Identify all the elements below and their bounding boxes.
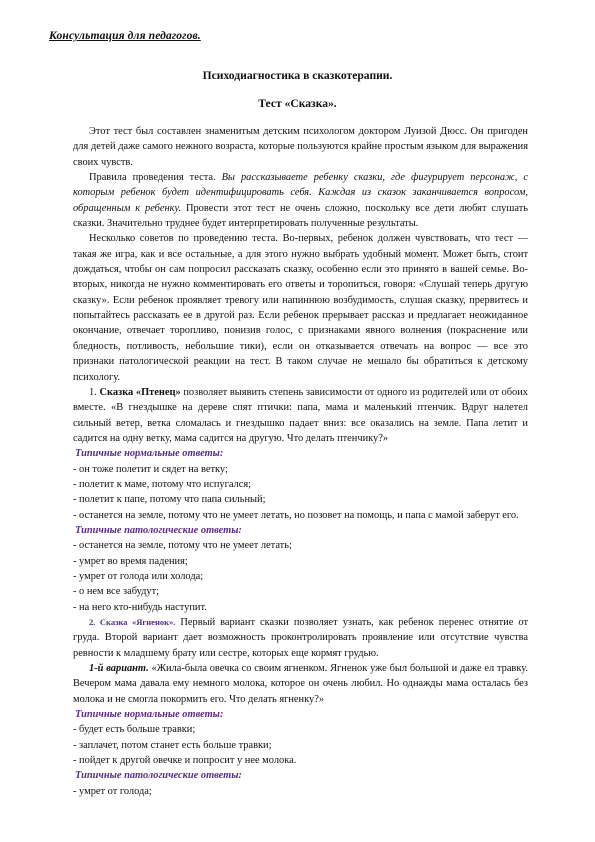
story2-variant-paragraph <box>73 661 528 707</box>
list-item: - будет есть больше травки; <box>73 724 196 736</box>
rules-label: Правила проведения теста. <box>89 172 216 184</box>
story2-normal-label: Типичные нормальные ответы: <box>75 709 224 721</box>
story2-label: 2. Сказка «Ягненок». <box>89 617 176 627</box>
story2-path-label: Типичные патологические ответы: <box>75 770 242 782</box>
advice-paragraph: Несколько советов по проведению теста. Во-первых, ребенок должен чувствовать, что тест — такая же игра, как и все остальные, а для этого нужно выбрать удобный момент. Может быть, стоит дождаться, чтобы он сам попросил рассказать сказку, особенно если это принято в вашей семье. Во-вторых, никогда не нужно комментировать его ответы и торопиться, говоря: «Слушай теперь другую сказку». Если ребенок проявляет тревогу или напиннюю возбудимость, слушая сказку, прервитесь и попытайтесь рассказать ее в другой раз. Если ребенок прерывает рассказ и предлагает неожиданное окончание, отвечает торопливо, понизив голос, с признаками явного волнения (покраснение или бледность, потливость, небольшие тики), если он отказывается отвечать на вопрос — все это признаки патологической реакции на тест. В таком случае не мешало бы обратиться к детскому психологу. <box>73 233 528 383</box>
list-item: - он тоже полетит и сядет на ветку; <box>73 463 228 475</box>
list-item: - полетит к папе, потому что папа сильный; <box>73 494 266 506</box>
rules-italic: Вы рассказываете ребенку сказки, где фигурирует персонаж, с которым ребенок будет идентифицировать себя. Каждая из сказок заканчивается вопросом, обращенным к ребенку. <box>73 172 528 214</box>
story1-text: позволяет выявить степень зависимости от одного из родителей или от обоих вместе. «В гнездышке на дереве спят птички: папа, мама и маленький птенчик. Вдруг налетел сильный ветер, ветка сломалась и гнездышко падает вниз: все оказались на земле. Папа летит и садится на одну ветку, мама садится на другую. Что делать птенчику?» <box>73 386 528 444</box>
list-item: - умрет от голода или холода; <box>73 570 204 582</box>
list-item: - на него кто-нибудь наступит. <box>73 601 207 613</box>
list-item: - останется на земле, потому что не умеет летать; <box>73 540 292 552</box>
page-title: Психодиагностика в сказкотерапии. <box>202 69 393 82</box>
story2-text: Первый вариант сказки позволяет узнать, как ребенок перенес отнятие от груда. Второй вариант дает возможность проконтролировать проявление или отсутствие чувства ревности к младшему брату или сестре, которых еще кормят грудью. <box>73 617 528 659</box>
list-item: - полетит к маме, потому что испугался; <box>73 478 252 490</box>
intro-paragraph: Этот тест был составлен знаменитым детским психологом доктором Луизой Дюсс. Он пригоден для детей даже самого нежного возраста, которые пользуются крайне простым языком для выражения своих чувств. <box>73 126 528 168</box>
list-item: - заплачет, потом станет есть больше травки; <box>73 739 272 751</box>
story1-path-label: Типичные патологические ответы: <box>75 524 242 536</box>
list-item: - пойдет к другой овечке и попросит у нее молока. <box>73 755 297 767</box>
document-body <box>73 124 528 799</box>
list-item: - умрет во время падения; <box>73 555 188 567</box>
story1-paragraph <box>73 385 528 446</box>
rules-paragraph <box>73 170 528 231</box>
test-title: Тест «Сказка». <box>258 97 337 110</box>
consultation-heading: Консультация для педагогов. <box>49 29 201 42</box>
rules-tail: Провести этот тест не очень сложно, поскольку все дети любят слушать сказки. Значительно труднее будет интерпретировать полученные результаты. <box>73 202 528 230</box>
story2-paragraph <box>73 615 528 661</box>
story2-variant-label: 1-й вариант. <box>89 663 149 675</box>
story2-variant-text: «Жила-была овечка со своим ягненком. Ягненок уже был большой и даже ел травку. Вечером мама давала ему немного молока, которое он очень любил. Но однажды мама осталась без молока и не смогла покормить его. Что делать ягненку?» <box>73 663 528 705</box>
list-item: - о нем все забудут; <box>73 586 160 598</box>
story1-label: Сказка «Птенец» <box>99 386 181 398</box>
list-item: - умрет от голода; <box>73 785 152 797</box>
story1-number: 1. <box>89 386 97 398</box>
list-item: - останется на земле, потому что не умеет летать, но позовет на помощь, и папа с мамой заберут его. <box>73 509 519 521</box>
story1-normal-label: Типичные нормальные ответы: <box>75 448 224 460</box>
